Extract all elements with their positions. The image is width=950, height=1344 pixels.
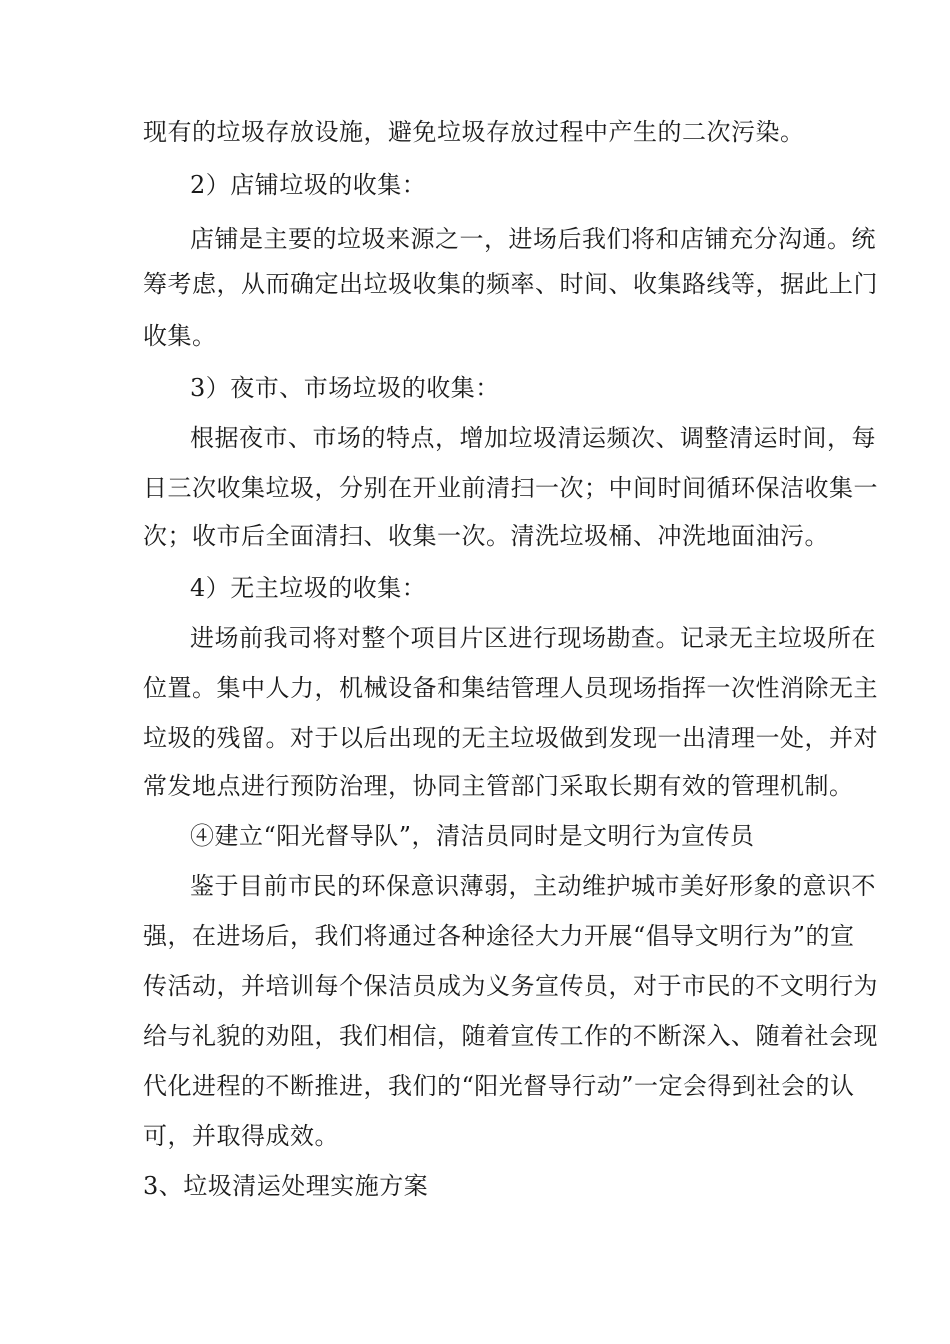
- paragraph-line: 强，在进场后，我们将通过各种途径大力开展“倡导文明行为”的宣: [143, 922, 855, 950]
- paragraph-line: 次；收市后全面清扫、收集一次。清洗垃圾桶、冲洗地面油污。: [143, 522, 829, 550]
- subheading-unowned-waste: 4）无主垃圾的收集：: [190, 574, 427, 602]
- paragraph-line: 筹考虑，从而确定出垃圾收集的频率、时间、收集路线等，据此上门: [143, 270, 878, 298]
- paragraph-line: 垃圾的残留。对于以后出现的无主垃圾做到发现一出清理一处，并对: [143, 724, 878, 752]
- section-heading-waste-clearance-plan: 3、垃圾清运处理实施方案: [143, 1172, 429, 1200]
- paragraph-line: 常发地点进行预防治理，协同主管部门采取长期有效的管理机制。: [143, 772, 854, 800]
- paragraph-line: 店铺是主要的垃圾来源之一，进场后我们将和店铺充分沟通。统: [190, 225, 876, 253]
- subheading-sunshine-supervision-team: ④建立“阳光督导队”，清洁员同时是文明行为宣传员: [190, 822, 755, 850]
- paragraph-line: 根据夜市、市场的特点，增加垃圾清运频次、调整清运时间，每: [190, 424, 876, 452]
- paragraph-line: 日三次收集垃圾，分别在开业前清扫一次；中间时间循环保洁收集一: [143, 474, 878, 502]
- subheading-night-market-waste: 3）夜市、市场垃圾的收集：: [190, 374, 500, 402]
- paragraph-line: 现有的垃圾存放设施，避免垃圾存放过程中产生的二次污染。: [143, 118, 805, 146]
- paragraph-line: 位置。集中人力，机械设备和集结管理人员现场指挥一次性消除无主: [143, 674, 878, 702]
- paragraph-line: 传活动，并培训每个保洁员成为义务宣传员，对于市民的不文明行为: [143, 972, 878, 1000]
- paragraph-line: 进场前我司将对整个项目片区进行现场勘查。记录无主垃圾所在: [190, 624, 876, 652]
- paragraph-line: 可，并取得成效。: [143, 1122, 339, 1150]
- paragraph-line: 给与礼貌的劝阻，我们相信，随着宣传工作的不断深入、随着社会现: [143, 1022, 878, 1050]
- paragraph-line: 鉴于目前市民的环保意识薄弱，主动维护城市美好形象的意识不: [190, 872, 876, 900]
- paragraph-line: 代化进程的不断推进，我们的“阳光督导行动”一定会得到社会的认: [143, 1072, 855, 1100]
- paragraph-line: 收集。: [143, 322, 217, 350]
- subheading-shop-waste: 2）店铺垃圾的收集：: [190, 171, 427, 199]
